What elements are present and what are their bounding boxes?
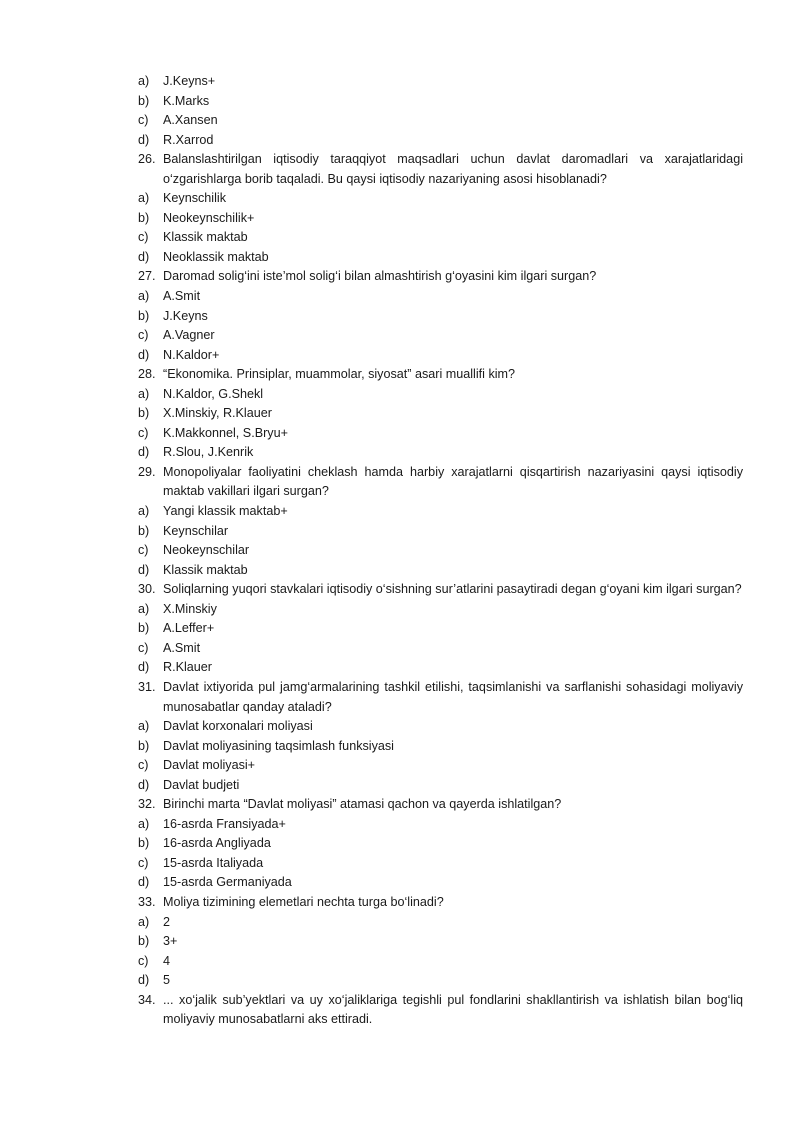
question-text: Monopoliyalar faoliyatini cheklash hamda harbiy xarajatlarni qisqartirish nazariyasini qaysi iqtisodiy maktab vakillari ilgari surgan? <box>163 464 743 499</box>
option-text: Keynschilar <box>163 523 229 538</box>
option-text: A.Leffer+ <box>163 621 215 636</box>
option-letter: a) <box>138 289 150 304</box>
option-letter: d) <box>138 777 150 792</box>
answer-option <box>138 913 743 933</box>
option-letter: b) <box>138 621 150 636</box>
answer-option <box>138 834 743 854</box>
answer-option <box>138 209 743 229</box>
question-number: 32. <box>138 797 156 812</box>
option-letter: d) <box>138 347 150 362</box>
option-text: Davlat korxonalari moliyasi <box>163 719 313 734</box>
option-text: A.Vagner <box>163 328 215 343</box>
answer-option <box>138 639 743 659</box>
option-letter: c) <box>138 113 149 128</box>
option-letter: c) <box>138 543 149 558</box>
option-letter: d) <box>138 973 150 988</box>
option-letter: b) <box>138 406 150 421</box>
option-letter: d) <box>138 132 150 147</box>
answer-option <box>138 248 743 268</box>
question-number: 33. <box>138 894 156 909</box>
option-letter: c) <box>138 758 149 773</box>
answer-option <box>138 561 743 581</box>
question-item <box>138 795 743 815</box>
option-letter: b) <box>138 308 150 323</box>
answer-option <box>138 131 743 151</box>
question-item <box>138 678 743 717</box>
option-letter: d) <box>138 562 150 577</box>
answer-option <box>138 737 743 757</box>
option-letter: b) <box>138 738 150 753</box>
answer-option <box>138 932 743 952</box>
question-item <box>138 365 743 385</box>
answer-option <box>138 424 743 444</box>
question-number: 31. <box>138 679 156 694</box>
answer-option <box>138 600 743 620</box>
option-text: A.Smit <box>163 640 201 655</box>
answer-option <box>138 443 743 463</box>
option-text: R.Slou, J.Kenrik <box>163 445 254 460</box>
answer-option <box>138 971 743 991</box>
option-letter: a) <box>138 191 150 206</box>
option-text: 15-asrda Germaniyada <box>163 875 292 890</box>
option-letter: c) <box>138 328 149 343</box>
question-text: “Ekonomika. Prinsiplar, muammolar, siyosat” asari muallifi kim? <box>163 367 516 382</box>
answer-option <box>138 815 743 835</box>
question-number: 34. <box>138 992 156 1007</box>
option-letter: a) <box>138 504 150 519</box>
question-number: 27. <box>138 269 156 284</box>
option-letter: b) <box>138 523 150 538</box>
question-item <box>138 580 743 600</box>
option-text: Neokeynschilar <box>163 543 250 558</box>
option-letter: a) <box>138 386 150 401</box>
option-letter: b) <box>138 93 150 108</box>
option-letter: a) <box>138 601 150 616</box>
option-letter: a) <box>138 719 150 734</box>
option-text: A.Smit <box>163 289 201 304</box>
option-letter: c) <box>138 855 149 870</box>
option-letter: d) <box>138 875 150 890</box>
option-letter: c) <box>138 230 149 245</box>
option-text: Neoklassik maktab <box>163 249 269 264</box>
option-text: 16-asrda Fransiyada+ <box>163 816 286 831</box>
question-text: ... xo‘jalik sub’yektlari va uy xo‘jaliklariga tegishli pul fondlarini shakllantirish va ishlatish bilan bog‘liq moliyaviy munosabatlarni aks ettiradi. <box>163 992 743 1027</box>
option-text: 4 <box>163 953 171 968</box>
option-text: 5 <box>163 973 171 988</box>
option-text: R.Xarrod <box>163 132 214 147</box>
option-text: X.Minskiy <box>163 601 217 616</box>
answer-option <box>138 404 743 424</box>
question-text: Soliqlarning yuqori stavkalari iqtisodiy o‘sishning sur’atlarini pasaytiradi degan g‘oyani kim ilgari surgan? <box>163 582 742 597</box>
answer-option <box>138 854 743 874</box>
answer-option <box>138 326 743 346</box>
option-text: A.Xansen <box>163 113 218 128</box>
option-letter: b) <box>138 934 150 949</box>
answer-option <box>138 522 743 542</box>
answer-option <box>138 385 743 405</box>
question-text: Moliya tizimining elemetlari nechta turga bo‘linadi? <box>163 894 444 909</box>
answer-option <box>138 189 743 209</box>
option-text: 16-asrda Angliyada <box>163 836 271 851</box>
option-text: K.Marks <box>163 93 210 108</box>
test-document <box>138 72 743 1030</box>
option-text: Davlat budjeti <box>163 777 240 792</box>
option-letter: c) <box>138 640 149 655</box>
answer-option <box>138 952 743 972</box>
question-number: 30. <box>138 582 156 597</box>
option-letter: a) <box>138 914 150 929</box>
answer-option <box>138 776 743 796</box>
answer-option <box>138 873 743 893</box>
option-letter: d) <box>138 249 150 264</box>
option-letter: a) <box>138 74 150 88</box>
answer-option <box>138 72 743 92</box>
answer-option <box>138 717 743 737</box>
answer-option <box>138 756 743 776</box>
option-text: R.Klauer <box>163 660 212 675</box>
option-letter: a) <box>138 816 150 831</box>
question-text: Davlat ixtiyorida pul jamg‘armalarining tashkil etilishi, taqsimlanishi va sarflanishi sohasidagi moliyaviy munosabatlar qanday ataladi? <box>163 679 743 714</box>
option-text: Keynschilik <box>163 191 226 206</box>
question-number: 28. <box>138 367 156 382</box>
answer-option <box>138 658 743 678</box>
answer-option <box>138 541 743 561</box>
answer-option <box>138 111 743 131</box>
option-text: N.Kaldor+ <box>163 347 220 362</box>
answer-option <box>138 502 743 522</box>
option-text: 2 <box>163 914 171 929</box>
option-text: Davlat moliyasining taqsimlash funksiyasi <box>163 738 394 753</box>
question-item <box>138 267 743 287</box>
question-item <box>138 991 743 1030</box>
question-item <box>138 893 743 913</box>
option-letter: d) <box>138 660 150 675</box>
question-text: Birinchi marta “Davlat moliyasi” atamasi qachon va qayerda ishlatilgan? <box>163 797 562 812</box>
answer-option <box>138 228 743 248</box>
option-text: 3+ <box>163 934 178 949</box>
answer-option <box>138 619 743 639</box>
option-letter: d) <box>138 445 150 460</box>
answer-option <box>138 287 743 307</box>
question-text: Daromad solig‘ini iste’mol solig‘i bilan almashtirish g‘oyasini kim ilgari surgan? <box>163 269 597 284</box>
option-letter: c) <box>138 425 149 440</box>
question-item <box>138 150 743 189</box>
option-letter: c) <box>138 953 149 968</box>
option-text: 15-asrda Italiyada <box>163 855 264 870</box>
question-number: 26. <box>138 152 156 167</box>
question-text: Balanslashtirilgan iqtisodiy taraqqiyot maqsadlari uchun davlat daromadlari va xarajatlaridagi o‘zgarishlarga borib taqaladi. Bu qaysi iqtisodiy nazariyaning asosi hisoblanadi? <box>163 152 743 186</box>
option-letter: b) <box>138 210 150 225</box>
answer-option <box>138 92 743 112</box>
option-text: Davlat moliyasi+ <box>163 758 256 773</box>
option-text: Klassik maktab <box>163 562 248 577</box>
option-text: N.Kaldor, G.Shekl <box>163 386 264 401</box>
option-text: X.Minskiy, R.Klauer <box>163 406 272 421</box>
option-text: J.Keyns+ <box>163 74 216 88</box>
option-text: Klassik maktab <box>163 230 248 245</box>
option-text: K.Makkonnel, S.Bryu+ <box>163 425 288 440</box>
option-text: Neokeynschilik+ <box>163 210 255 225</box>
option-letter: b) <box>138 836 150 851</box>
question-item <box>138 463 743 502</box>
option-text: J.Keyns <box>163 308 208 323</box>
answer-option <box>138 307 743 327</box>
option-text: Yangi klassik maktab+ <box>163 504 288 519</box>
answer-option <box>138 346 743 366</box>
question-number: 29. <box>138 464 156 479</box>
